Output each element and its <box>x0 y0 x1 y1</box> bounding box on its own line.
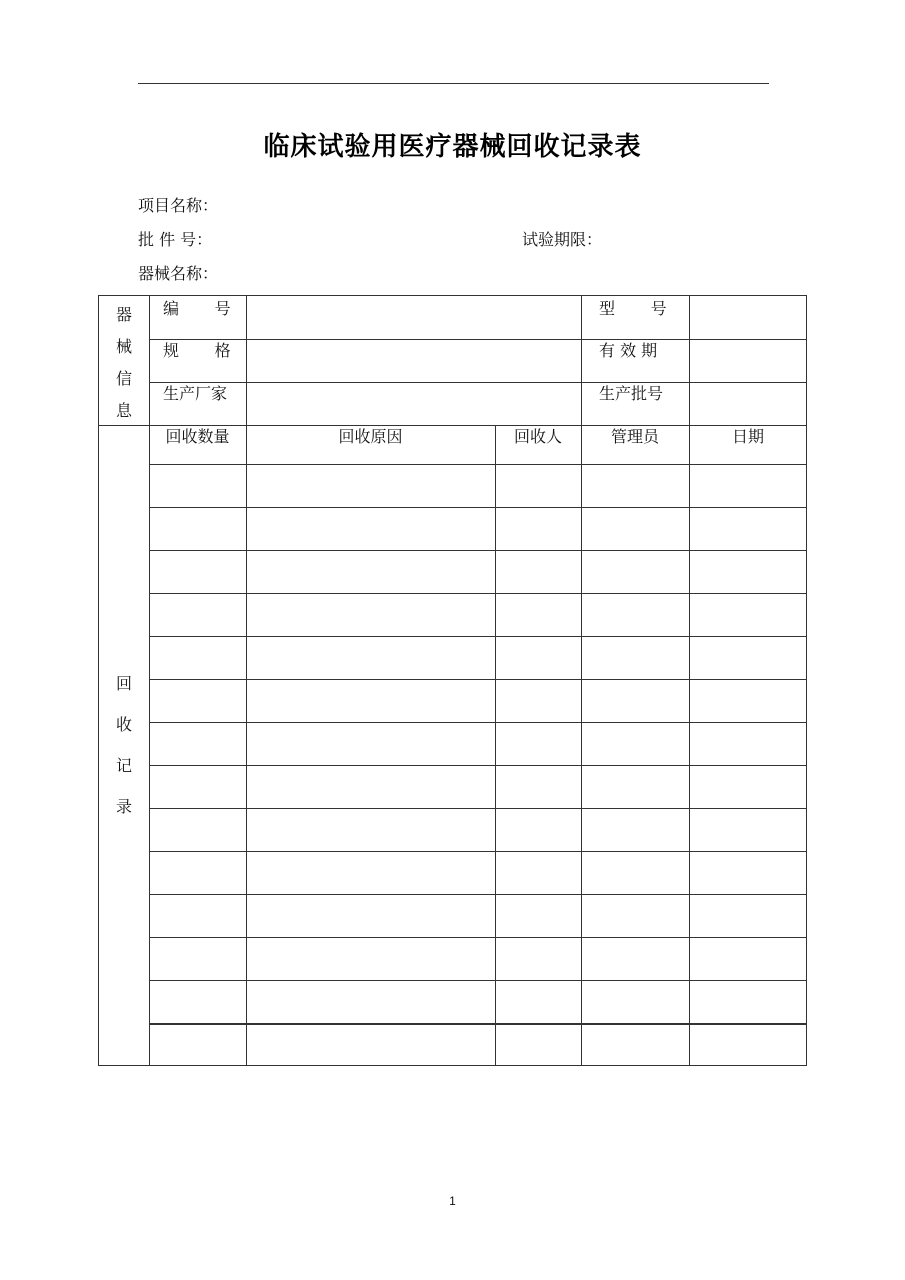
row-divider <box>149 937 807 938</box>
column-divider <box>246 296 247 1066</box>
section-char: 收 <box>115 715 132 734</box>
column-divider <box>689 296 690 1066</box>
section-char: 录 <box>115 797 132 816</box>
number-label: 编 号 <box>163 299 231 318</box>
section-char: 信 <box>115 369 132 388</box>
recovery-record-section-label <box>99 663 149 827</box>
column-header-administrator: 管理员 <box>610 427 659 446</box>
device-info-section-label <box>99 299 149 427</box>
row-divider <box>149 851 807 852</box>
project-name-label: 项目名称： <box>138 196 219 215</box>
column-divider <box>581 296 582 1066</box>
section-char: 息 <box>115 401 132 420</box>
row-divider <box>149 679 807 680</box>
document-title: 临床试验用医疗器械回收记录表 <box>263 132 642 162</box>
spec-label: 规 格 <box>163 341 231 360</box>
batch-number-label: 批 件 号： <box>138 230 213 249</box>
row-divider <box>149 636 807 637</box>
model-label: 型 号 <box>599 299 667 318</box>
expiry-label: 有 效 期 <box>599 341 658 360</box>
header-rule <box>138 83 769 84</box>
column-divider <box>149 296 150 1066</box>
row-divider <box>149 722 807 723</box>
column-header-reason: 回收原因 <box>338 427 403 446</box>
page-number: 1 <box>449 1194 456 1208</box>
row-divider <box>149 894 807 895</box>
row-divider <box>149 765 807 766</box>
column-header-quantity: 回收数量 <box>165 427 230 446</box>
column-header-recoverer: 回收人 <box>513 427 562 446</box>
section-char: 器 <box>115 305 132 324</box>
manufacturer-label: 生产厂家 <box>163 384 228 403</box>
row-divider <box>149 808 807 809</box>
trial-period-label: 试验期限： <box>522 230 603 249</box>
row-divider <box>149 382 807 383</box>
section-char: 记 <box>115 756 132 775</box>
column-header-date: 日期 <box>731 427 764 446</box>
recovery-record-table <box>98 295 807 1066</box>
row-divider <box>149 339 807 340</box>
section-char: 械 <box>115 337 132 356</box>
row-divider <box>149 1023 807 1025</box>
row-divider <box>149 550 807 551</box>
section-char: 回 <box>115 674 132 693</box>
row-divider <box>149 593 807 594</box>
header-row-divider <box>149 464 807 465</box>
row-divider <box>149 507 807 508</box>
section-divider <box>99 425 807 426</box>
device-name-label: 器械名称： <box>138 264 219 283</box>
column-divider <box>495 425 496 1066</box>
row-divider <box>149 980 807 981</box>
lot-number-label: 生产批号 <box>599 384 664 403</box>
